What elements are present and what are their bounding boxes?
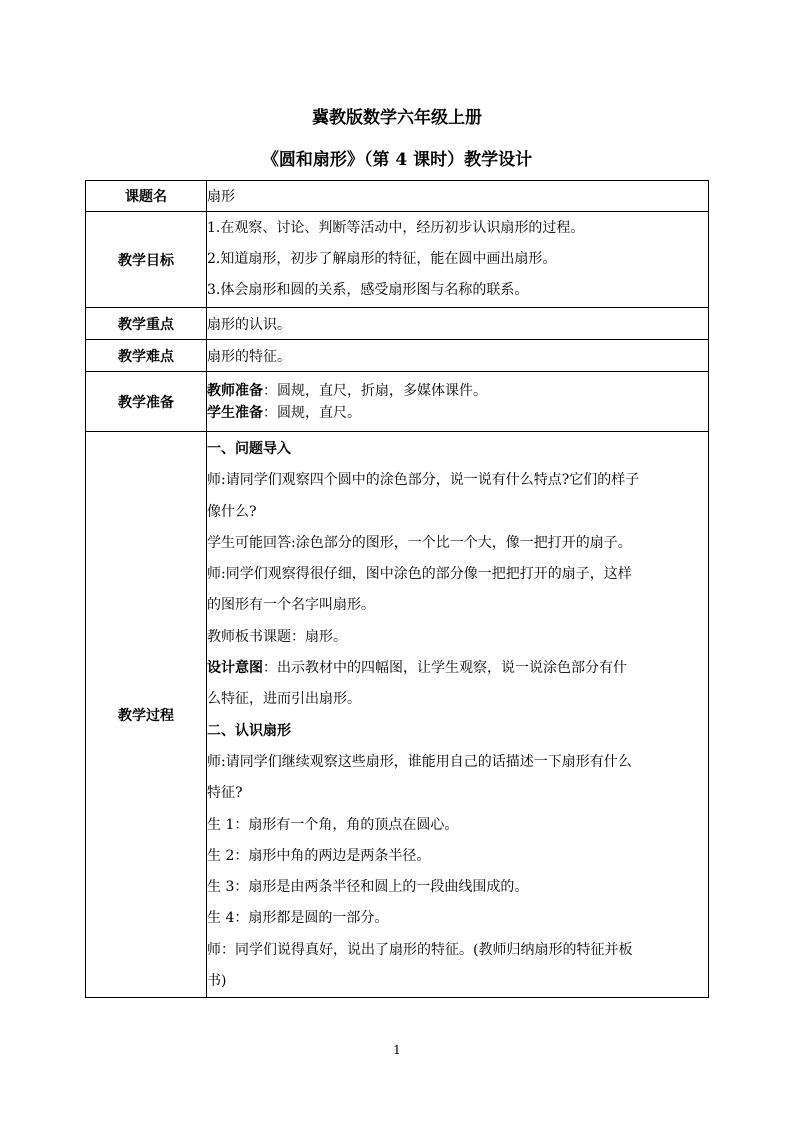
process-line: 生 3：扇形是由两条半径和圆上的一段曲线围成的。: [207, 879, 529, 896]
document-title: 冀教版数学六年级上册: [312, 108, 482, 128]
difficulties-label: 教学难点: [86, 340, 207, 372]
row-preparation: [86, 372, 709, 432]
topic-value: 扇形: [207, 181, 709, 212]
section-heading: 一、问题导入: [207, 441, 291, 457]
page-number: 1: [393, 1043, 401, 1057]
process-line: 生 2：扇形中角的两边是两条半径。: [207, 847, 431, 864]
design-intent-text: ：出示教材中的四幅图，让学生观察，说一说涂色部分有什: [263, 660, 627, 677]
teacher-preparation-label: 教师准备: [207, 382, 263, 399]
process-line: 师:请同学们观察四个圆中的涂色部分，说一说有什么特点?它们的样子: [207, 472, 640, 489]
design-intent-line: 么特征，进而引出扇形。: [207, 691, 361, 708]
row-difficulties: [86, 340, 709, 372]
preparation-content: [207, 372, 709, 432]
process-label: 教学过程: [86, 432, 207, 998]
row-objectives: [86, 212, 709, 308]
preparation-label: 教学准备: [86, 372, 207, 432]
student-preparation-label: 学生准备: [207, 404, 263, 421]
student-preparation: [207, 402, 708, 424]
row-process: [86, 432, 709, 998]
difficulties-value: 扇形的特征。: [207, 340, 709, 372]
process-line: 生 1：扇形有一个角，角的顶点在圆心。: [207, 816, 459, 833]
row-topic: [86, 181, 709, 212]
section-heading: 二、认识扇形: [207, 722, 291, 739]
process-line: 师:请同学们继续观察这些扇形，谁能用自己的话描述一下扇形有什么: [207, 753, 632, 770]
process-line: 特征?: [207, 785, 243, 802]
process-line: 教师板书课题：扇形。: [207, 628, 347, 645]
objective-item: 2.知道扇形，初步了解扇形的特征，能在圆中画出扇形。: [207, 251, 557, 267]
process-line: 生 4：扇形都是圆的一部分。: [207, 910, 389, 927]
process-line: 师:同学们观察得很仔细，图中涂色的部分像一把把打开的扇子，这样: [207, 566, 632, 583]
key-points-label: 教学重点: [86, 308, 207, 340]
process-line: 师：同学们说得真好，说出了扇形的特征。(教师归纳扇形的特征并板: [207, 941, 633, 958]
process-line: 的图形有一个名字叫扇形。: [207, 597, 375, 614]
objective-item: 3.体会扇形和圆的关系，感受扇形图与名称的联系。: [207, 282, 529, 298]
design-intent-label: 设计意图: [207, 660, 263, 677]
document-subtitle: 《圆和扇形》（第 4 课时）教学设计: [261, 150, 533, 170]
row-key-points: [86, 308, 709, 340]
design-intent-line: [207, 653, 708, 684]
teacher-preparation-value: ：圆规，直尺，折扇，多媒体课件。: [263, 382, 487, 399]
lesson-plan-table: [85, 180, 709, 998]
student-preparation-value: ：圆规，直尺。: [263, 404, 361, 421]
process-line: 学生可能回答:涂色部分的图形，一个比一个大，像一把打开的扇子。: [207, 534, 632, 551]
objective-item: 1.在观察、讨论、判断等活动中，经历初步认识扇形的过程。: [207, 220, 585, 236]
process-line: 像什么?: [207, 503, 257, 520]
process-content: [207, 432, 709, 998]
process-line: 书): [207, 973, 227, 990]
objectives-label: 教学目标: [86, 212, 207, 308]
topic-label: 课题名: [86, 181, 207, 212]
objectives-content: [207, 212, 709, 308]
teacher-preparation: [207, 380, 708, 402]
key-points-value: 扇形的认识。: [207, 308, 709, 340]
